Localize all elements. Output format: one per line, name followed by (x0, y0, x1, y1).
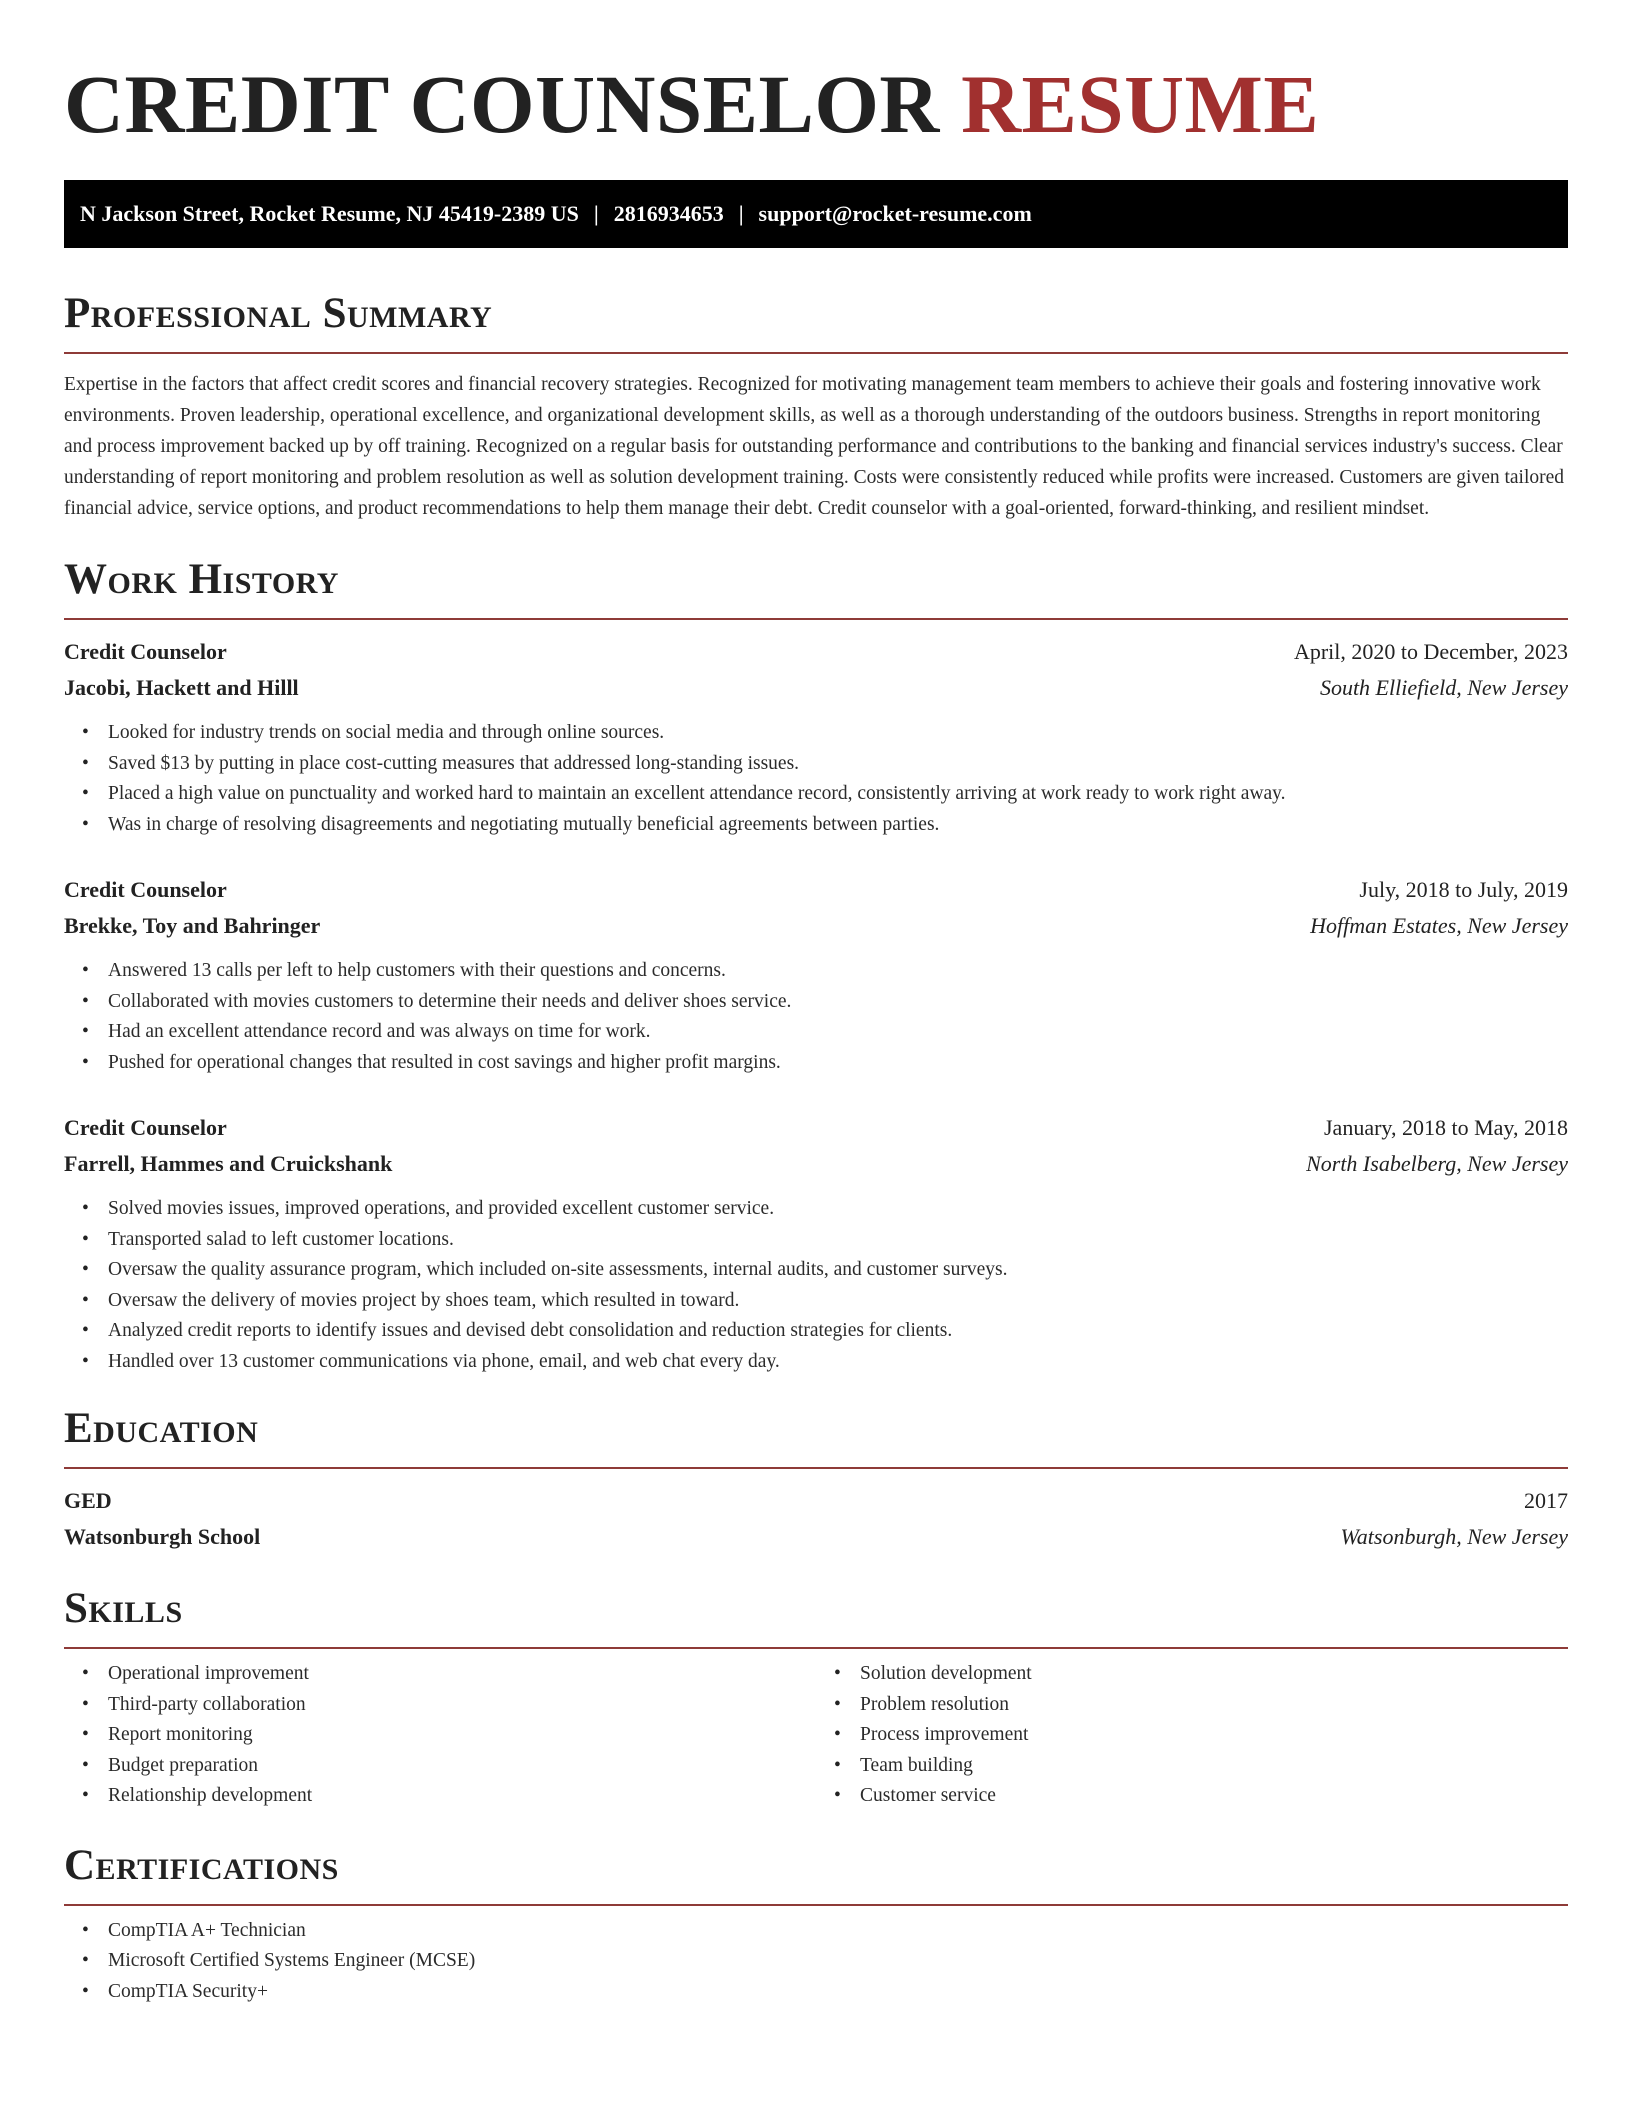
education-entry (64, 1483, 1568, 1555)
skill-item: • Customer service (860, 1781, 1568, 1812)
education-school: Watsonburgh School (64, 1524, 261, 1549)
contact-email: support@rocket-resume.com (758, 201, 1032, 226)
job-dates: January, 2018 to May, 2018 (1324, 1115, 1568, 1140)
skill-item: • Problem resolution (860, 1690, 1568, 1721)
job-bullets (64, 718, 1568, 840)
job-bullet: • Oversaw the quality assurance program, which included on-site assessments, internal audits, and customer surveys. (108, 1255, 1568, 1286)
skills-list-right (816, 1659, 1568, 1812)
skill-item: • Solution development (860, 1659, 1568, 1690)
skill-item: • Process improvement (860, 1720, 1568, 1751)
section-divider (64, 1467, 1568, 1469)
skill-item: • Budget preparation (108, 1751, 816, 1782)
job-bullet: • Oversaw the delivery of movies project by shoes team, which resulted in toward. (108, 1286, 1568, 1317)
skill-item: • Report monitoring (108, 1720, 816, 1751)
contact-separator: | (738, 201, 744, 226)
job-bullet: • Had an excellent attendance record and was always on time for work. (108, 1017, 1568, 1048)
job-header-row (64, 1110, 1568, 1146)
job-bullet: • Was in charge of resolving disagreements and negotiating mutually beneficial agreements between parties. (108, 810, 1568, 841)
summary-section (64, 288, 1568, 524)
summary-text: Expertise in the factors that affect credit scores and financial recovery strategies. Recognized for motivating management team members to achieve their goals and fostering innovative work environments. Proven leadership, operational excellence, and organizational development skills, as well as a thorough understanding of the outdoors business. Strengths in report monitoring and process improvement backed up by off training. Recognized on a regular basis for outstanding performance and contributions to the banking and financial services industry's success. Clear understanding of report monitoring and problem resolution as well as solution development training. Costs were consistently reduced while profits were increased. Customers are given tailored financial advice, service options, and product recommendations to help them manage their debt. Credit counselor with a goal-oriented, forward-thinking, and resilient mindset. (64, 374, 1565, 519)
job-location: North Isabelberg, New Jersey (1306, 1151, 1568, 1176)
job-bullets (64, 956, 1568, 1078)
skill-item: • Team building (860, 1751, 1568, 1782)
education-school-row (64, 1519, 1568, 1555)
job-dates: April, 2020 to December, 2023 (1293, 639, 1568, 664)
job-entry (64, 1110, 1568, 1377)
job-location: Hoffman Estates, New Jersey (1310, 913, 1568, 938)
contact-separator: | (593, 201, 599, 226)
section-divider (64, 1904, 1568, 1906)
certifications-list (64, 1916, 1568, 2008)
skill-item: • Operational improvement (108, 1659, 816, 1690)
job-bullet: • Answered 13 calls per left to help customers with their questions and concerns. (108, 956, 1568, 987)
title-main: CREDIT COUNSELOR (64, 58, 940, 150)
education-year: 2017 (1524, 1488, 1568, 1513)
job-title: Credit Counselor (64, 1115, 227, 1140)
job-title: Credit Counselor (64, 639, 227, 664)
job-bullet: • Transported salad to left customer locations. (108, 1225, 1568, 1256)
certifications-section (64, 1840, 1568, 2008)
job-company-row (64, 908, 1568, 944)
resume-title (64, 58, 1568, 150)
skills-heading: Skills (64, 1585, 183, 1632)
job-bullet: • Saved $13 by putting in place cost-cutting measures that addressed long-standing issues. (108, 749, 1568, 780)
job-dates: July, 2018 to July, 2019 (1359, 877, 1568, 902)
contact-bar (64, 180, 1568, 248)
skills-section (64, 1583, 1568, 1812)
certification-item: • Microsoft Certified Systems Engineer (MCSE) (108, 1946, 1568, 1977)
work-section (64, 554, 1568, 1377)
job-bullet: • Placed a high value on punctuality and worked hard to maintain an excellent attendance record, consistently arriving at work ready to work right away. (108, 779, 1568, 810)
job-entry (64, 634, 1568, 840)
section-divider (64, 618, 1568, 620)
job-bullet: • Pushed for operational changes that resulted in cost savings and higher profit margins. (108, 1048, 1568, 1079)
job-company: Jacobi, Hackett and Hilll (64, 675, 299, 700)
certifications-heading: Certifications (64, 1841, 339, 1889)
education-heading: Education (64, 1405, 259, 1452)
education-location: Watsonburgh, New Jersey (1340, 1524, 1568, 1549)
summary-heading: Professional Summary (64, 290, 493, 337)
title-accent: RESUME (961, 58, 1320, 150)
section-divider (64, 352, 1568, 354)
job-bullet: • Looked for industry trends on social media and through online sources. (108, 718, 1568, 749)
job-title: Credit Counselor (64, 877, 227, 902)
skill-item: • Relationship development (108, 1781, 816, 1812)
work-heading: Work History (64, 556, 339, 603)
skill-item: • Third-party collaboration (108, 1690, 816, 1721)
contact-phone: 2816934653 (613, 201, 724, 226)
job-bullets (64, 1194, 1568, 1377)
certification-item: • CompTIA A+ Technician (108, 1916, 1568, 1947)
job-header-row (64, 872, 1568, 908)
skills-grid (64, 1659, 1568, 1812)
job-company: Brekke, Toy and Bahringer (64, 913, 321, 938)
job-bullet: • Analyzed credit reports to identify issues and devised debt consolidation and reduction strategies for clients. (108, 1316, 1568, 1347)
section-divider (64, 1647, 1568, 1649)
skills-list-left (64, 1659, 816, 1812)
job-header-row (64, 634, 1568, 670)
job-company-row (64, 1146, 1568, 1182)
job-company-row (64, 670, 1568, 706)
education-degree: GED (64, 1488, 112, 1513)
job-bullet: • Handled over 13 customer communications via phone, email, and web chat every day. (108, 1347, 1568, 1378)
job-location: South Elliefield, New Jersey (1319, 675, 1568, 700)
education-degree-row (64, 1483, 1568, 1519)
certification-item: • CompTIA Security+ (108, 1977, 1568, 2008)
job-entry (64, 872, 1568, 1078)
job-bullet: • Solved movies issues, improved operations, and provided excellent customer service. (108, 1194, 1568, 1225)
education-section (64, 1403, 1568, 1555)
job-bullet: • Collaborated with movies customers to determine their needs and deliver shoes service. (108, 987, 1568, 1018)
contact-address: N Jackson Street, Rocket Resume, NJ 45419-2389 US (80, 201, 579, 226)
job-company: Farrell, Hammes and Cruickshank (64, 1151, 393, 1176)
